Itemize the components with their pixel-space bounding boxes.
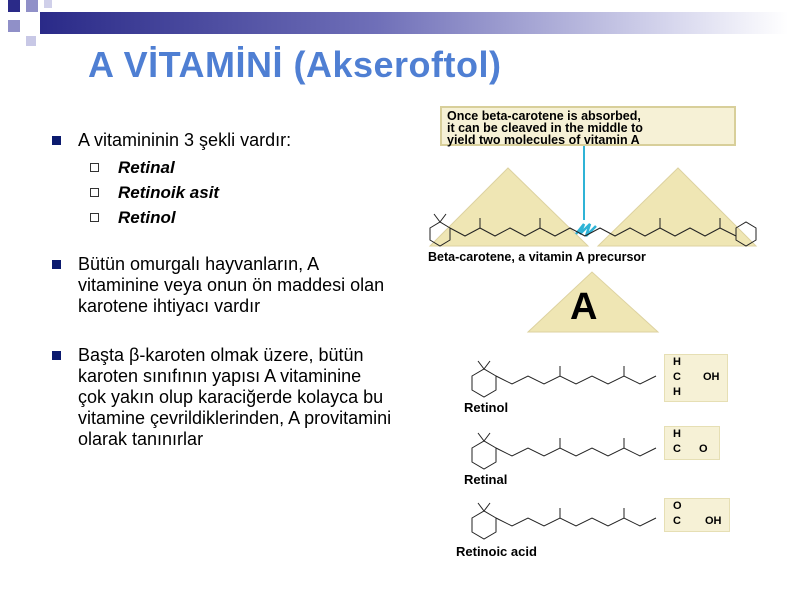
- vitamin-a-letter: A: [570, 286, 598, 328]
- group-atom: O: [673, 500, 682, 512]
- callout-line: yield two molecules of vitamin A: [447, 133, 640, 147]
- bullet-text: A vitamininin 3 şekli vardır:: [78, 130, 292, 150]
- square-bullet-icon: [52, 260, 61, 269]
- left-pyramid: [430, 168, 588, 246]
- hollow-square-icon: [90, 188, 99, 197]
- retinal-label: Retinal: [464, 472, 508, 487]
- square-bullet-icon: [52, 351, 61, 360]
- bullet-list: [52, 130, 392, 450]
- retinoic-acid-functional-group: [664, 498, 730, 532]
- sub-bullet-list: [90, 155, 392, 230]
- structure-drawing: [420, 96, 800, 576]
- callout-line: Once beta-carotene is absorbed,: [447, 109, 641, 123]
- retinal-structure: [472, 433, 656, 469]
- group-atom: OH: [703, 371, 720, 383]
- sub-bullet-item: [90, 205, 392, 230]
- bullet-item: [52, 345, 392, 450]
- header-gradient-bar: [40, 12, 788, 34]
- bullet-text: Başta β-karoten olmak üzere, bütün karoten sınıfının yapısı A vitaminine çok yakın olup karaciğerde kolayca bu vitamine çevrildiklerinden, A provitamini olarak tanınırlar: [78, 345, 392, 449]
- sub-bullet-text: Retinol: [118, 208, 176, 227]
- vitamin-a-figure: [420, 96, 800, 576]
- hollow-square-icon: [90, 213, 99, 222]
- group-atom: H: [673, 386, 681, 398]
- bullet-text: Bütün omurgalı hayvanların, A vitaminine veya onun ön maddesi olan karotene ihtiyacı vardır: [78, 254, 385, 316]
- beta-carotene-label: Beta-carotene, a vitamin A precursor: [428, 250, 646, 264]
- group-atom: H: [673, 428, 681, 440]
- sub-bullet-item: [90, 180, 392, 205]
- slide-title: A VİTAMİNİ (Akseroftol): [88, 44, 502, 85]
- bullet-item: [52, 130, 392, 151]
- retinol-functional-group: [664, 354, 728, 402]
- group-atom: H: [673, 356, 681, 368]
- group-atom: OH: [705, 515, 722, 527]
- sub-bullet-text: Retinal: [118, 158, 175, 177]
- retinoic-acid-label: Retinoic acid: [456, 544, 537, 559]
- group-atom: C: [673, 371, 681, 383]
- hollow-square-icon: [90, 163, 99, 172]
- bullet-item: [52, 254, 392, 317]
- group-atom: O: [699, 443, 708, 455]
- group-atom: C: [673, 443, 681, 455]
- retinoic-acid-structure: [472, 503, 656, 539]
- callout-line: it can be cleaved in the middle to: [447, 121, 643, 135]
- retinal-functional-group: [664, 426, 720, 460]
- square-bullet-icon: [52, 136, 61, 145]
- group-atom: C: [673, 515, 681, 527]
- sub-bullet-text: Retinoik asit: [118, 183, 220, 202]
- retinol-label: Retinol: [464, 400, 509, 415]
- cleavage-mark-icon: [576, 224, 596, 236]
- retinol-structure: [472, 361, 656, 397]
- sub-bullet-item: [90, 155, 392, 180]
